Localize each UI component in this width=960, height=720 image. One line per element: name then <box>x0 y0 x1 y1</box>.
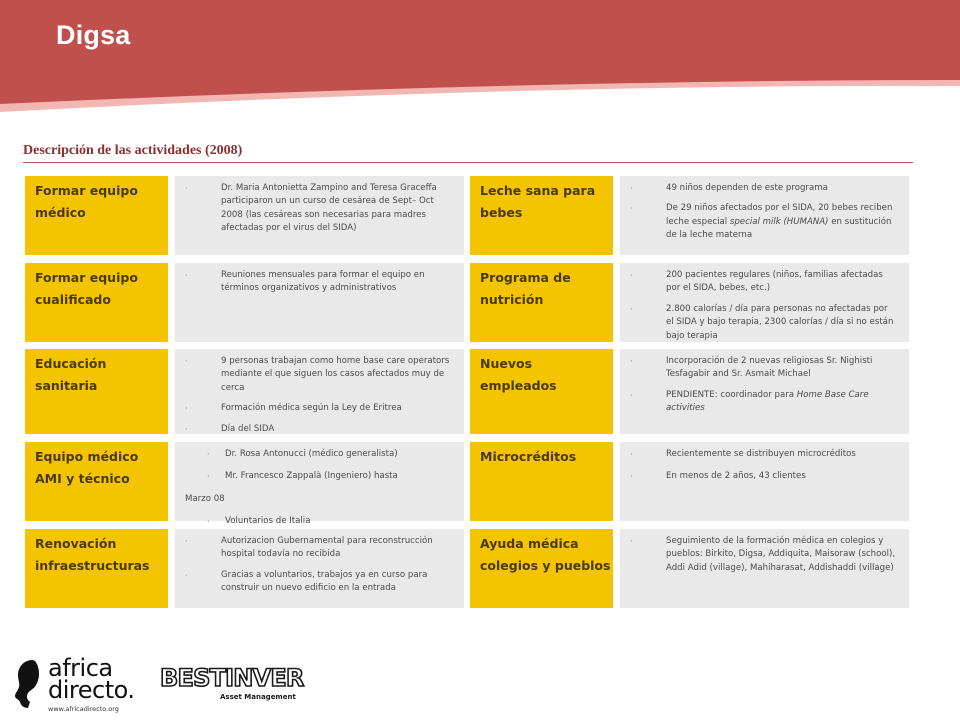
bestinver-logo-sub: Asset Management <box>220 693 296 701</box>
africa-directo-logo <box>14 654 142 716</box>
list-item <box>630 448 897 461</box>
list-item <box>630 470 897 483</box>
bullet-text-italic: special milk (HUMANA) <box>729 216 829 227</box>
bullet-text: en sustitución de la leche materna <box>666 216 892 241</box>
bullet-text: 200 pacientes regulares (niños, familias afectadas por el SIDA, bebes, etc.) <box>666 270 883 294</box>
list-item <box>630 269 897 296</box>
bullet-icon: · <box>185 271 188 280</box>
section-subtitle: Descripción de las actividades (2008) <box>23 143 243 158</box>
bullet-icon: · <box>630 357 633 366</box>
bestinver-logo <box>160 664 304 708</box>
label-formar-equipo-cualificado <box>25 263 168 342</box>
list-item <box>185 182 452 236</box>
label-microcreditos <box>470 442 613 521</box>
bullet-text: Marzo 08 <box>185 493 225 504</box>
bullet-text: Incorporación de 2 nuevas religiosas Sr. Nighisti Tesfagabir and Sr. Asmait Michael <box>666 356 873 380</box>
bullet-icon: · <box>207 472 210 482</box>
label-text: Formar equipo <box>35 183 138 198</box>
list-item <box>630 202 897 242</box>
label-formar-equipo-medico <box>25 176 168 255</box>
label-educacion-sanitaria <box>25 349 168 434</box>
list-item <box>185 515 452 528</box>
africa-logo-word: africa <box>48 654 113 682</box>
label-text: bebes <box>480 205 523 220</box>
bullet-text: 49 niños dependen de este programa <box>666 183 828 193</box>
list-item <box>185 448 452 461</box>
bullet-icon: · <box>630 304 633 314</box>
bullet-text: Dr. Rosa Antonucci (médico generalista) <box>225 449 398 459</box>
bullet-text: 2.800 calorías / día para personas no afectadas por el SIDA y bajo terapia, 2300 calorías / día si no están bajo terapia <box>666 303 894 341</box>
list-item <box>630 303 897 343</box>
label-text: nutrición <box>480 292 544 307</box>
label-leche-sana <box>470 176 613 255</box>
label-programa-nutricion <box>470 263 613 342</box>
bullet-text: Día del SIDA <box>221 423 275 434</box>
list-item <box>185 493 452 506</box>
list-item <box>630 389 897 416</box>
list-item <box>630 355 897 382</box>
label-nuevos-empleados <box>470 349 613 434</box>
label-text: Microcréditos <box>480 449 577 464</box>
bullet-text: Mr. Francesco Zappalà (Ingeniero) hasta <box>225 471 398 482</box>
label-text: Educación <box>35 356 107 371</box>
list-item <box>185 269 452 296</box>
list-item <box>185 423 452 436</box>
label-text: colegios y pueblos <box>480 558 611 573</box>
desc-ayuda-medica <box>620 529 909 608</box>
label-text: Programa de <box>480 270 571 285</box>
bullet-icon: · <box>185 357 188 366</box>
label-text: AMI y técnico <box>35 471 130 486</box>
desc-programa-nutricion <box>620 263 909 342</box>
bullet-text: De 29 niños afectados por el SIDA, 20 bebes reciben leche especial <box>666 203 893 227</box>
bullet-icon: · <box>630 204 633 214</box>
list-item <box>185 535 452 562</box>
list-item <box>185 470 452 483</box>
list-item <box>185 355 452 395</box>
label-text: cualificado <box>35 292 111 307</box>
bullet-icon: · <box>630 450 633 459</box>
bullet-icon: · <box>630 472 633 482</box>
bullet-text: 9 personas trabajan como home base care operators mediante el que siguen los casos afectados muy de cerca <box>221 356 450 393</box>
bullet-icon: · <box>185 537 188 546</box>
header-banner <box>0 0 960 130</box>
label-renovacion-infraestructuras <box>25 529 168 608</box>
label-text: infraestructuras <box>35 558 150 573</box>
bullet-text: Reuniones mensuales para formar el equipo en términos organizativos y administrativos <box>221 270 425 294</box>
label-text: empleados <box>480 378 557 393</box>
bullet-text-italic: Home Base Care activities <box>666 389 869 414</box>
desc-formar-equipo-medico <box>175 176 464 255</box>
label-text: Formar equipo <box>35 270 138 285</box>
subtitle-divider <box>23 162 913 163</box>
list-item <box>185 569 452 596</box>
list-item <box>185 402 452 415</box>
bullet-text: Formación médica según la Ley de Eritrea <box>221 403 402 414</box>
label-text: sanitaria <box>35 378 98 393</box>
label-text: Nuevos <box>480 356 533 371</box>
list-item <box>630 535 897 575</box>
desc-educacion-sanitaria <box>175 349 464 434</box>
label-text: médico <box>35 205 86 220</box>
bullet-icon: · <box>630 537 633 546</box>
label-ayuda-medica <box>470 529 613 608</box>
bullet-text: En menos de 2 años, 43 clientes <box>666 471 806 482</box>
bullet-text: Dr. Maria Antonietta Zampino and Teresa Graceffa participaron un un curso de cesárea de Sept– Oct 2008 (las cesáreas son necesarias para madres afectadas por el virus del SIDA) <box>221 183 437 234</box>
slide-title: Digsa <box>56 20 131 50</box>
bullet-icon: · <box>630 271 633 280</box>
bullet-text: Autorizacion Gubernamental para reconstrucción hospital todavía no recibida <box>221 536 433 560</box>
desc-microcreditos <box>620 442 909 521</box>
bullet-icon: · <box>207 517 210 527</box>
africa-logo-url: www.africadirecto.org <box>48 705 119 713</box>
label-text: Ayuda médica <box>480 536 579 551</box>
desc-formar-equipo-cualificado <box>175 263 464 342</box>
bullet-text: Gracias a voluntarios, trabajos ya en curso para construir un nuevo edificio en la entrada <box>221 569 428 594</box>
label-equipo-medico-ami <box>25 442 168 521</box>
directo-logo-word: directo. <box>48 676 135 704</box>
bullet-icon: · <box>185 570 188 580</box>
bullet-icon: · <box>630 390 633 400</box>
bullet-text: Voluntarios de Italia <box>225 516 311 527</box>
bullet-icon: · <box>185 404 188 414</box>
desc-equipo-medico-ami <box>175 442 464 527</box>
desc-leche-sana <box>620 176 909 255</box>
desc-renovacion-infraestructuras <box>175 529 464 608</box>
bullet-icon: · <box>185 184 188 193</box>
bullet-text: PENDIENTE: coordinador para <box>666 389 797 400</box>
bullet-icon: · <box>630 184 633 193</box>
bestinver-logo-word: BESTINVER <box>160 664 304 692</box>
label-text: Renovación <box>35 536 117 551</box>
list-item <box>630 182 897 195</box>
bullet-text: Recientemente se distribuyen microcréditos <box>666 449 856 459</box>
desc-nuevos-empleados <box>620 349 909 434</box>
label-text: Leche sana para <box>480 183 596 198</box>
bullet-icon: · <box>207 450 210 459</box>
bullet-icon: · <box>185 424 188 434</box>
label-text: Equipo médico <box>35 449 139 464</box>
africa-face-icon <box>14 658 44 710</box>
bullet-text: Seguimiento de la formación médica en colegios y pueblos: Birkito, Digsa, Addiquita, Maisoraw (school), Addi Adid (village), Mahiharasat, Addishaddi (village) <box>666 536 896 573</box>
